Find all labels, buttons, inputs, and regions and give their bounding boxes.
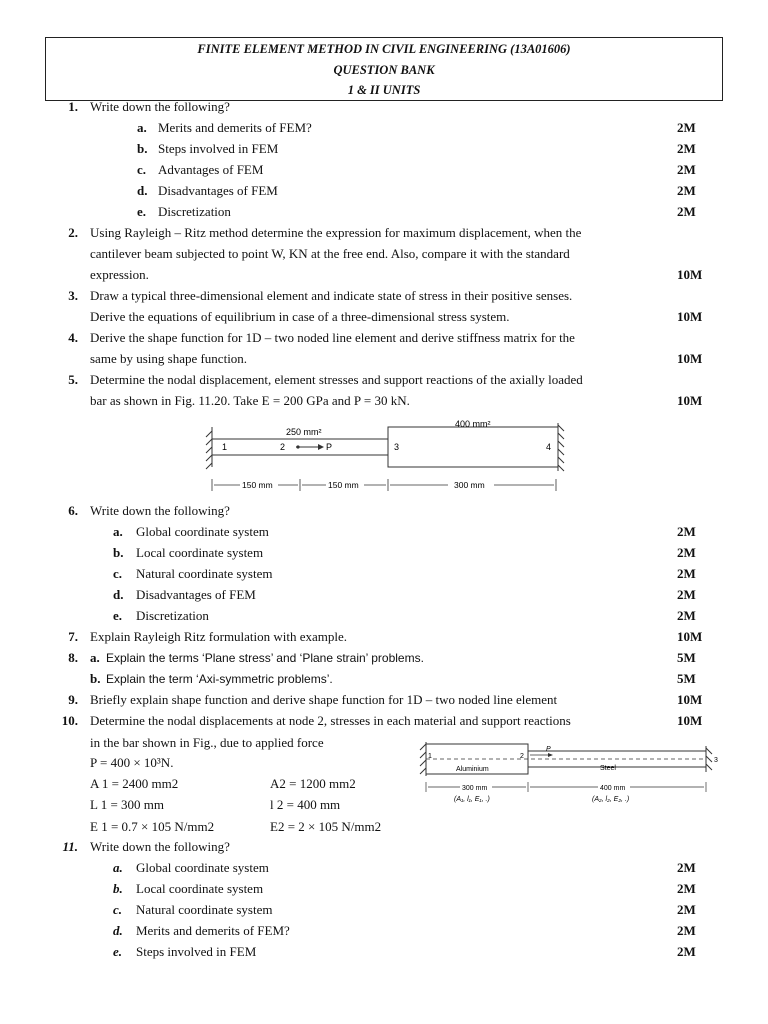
q1-item-e-marks: 2M: [677, 204, 696, 219]
q10-modulus-1: E 1 = 0.7 × 105 N/mm2: [90, 819, 215, 834]
q8-b-text: Explain the term ‘Axi-symmetric problems’.: [106, 672, 333, 686]
q6-item-c-text: Natural coordinate system: [136, 566, 273, 581]
q3-line-2: Derive the equations of equilibrium in case of a three-dimensional stress system.: [90, 309, 510, 324]
right-wall-support: [706, 746, 712, 772]
q11-item-c-text: Natural coordinate system: [136, 902, 273, 917]
load-arrow-head: [548, 753, 553, 757]
node-2-marker: [296, 445, 299, 448]
q1-text: Write down the following?: [90, 99, 230, 114]
area-label-2: 400 mm²: [455, 419, 491, 429]
q7-marks: 10M: [677, 629, 703, 644]
q1-item-b-label: b.: [137, 141, 148, 156]
q11-item-b-text: Local coordinate system: [136, 881, 264, 896]
load-label: P: [546, 746, 551, 753]
q6-item-e-marks: 2M: [677, 608, 696, 623]
node-1-label: 1: [222, 442, 228, 452]
figure-2-composite-bar: [412, 738, 722, 808]
q6-item-b-marks: 2M: [677, 545, 696, 560]
q10-line-1: Determine the nodal displacements at node 2, stresses in each material and support reactions: [90, 713, 571, 728]
q11-item-a-marks: 2M: [677, 860, 696, 875]
dim-label-2: 400 mm: [600, 785, 626, 792]
node-2-label: 2: [520, 753, 524, 760]
q9-marks: 10M: [677, 692, 703, 707]
q11-item-c-label: c.: [113, 902, 123, 917]
q6-item-a-label: a.: [113, 524, 123, 539]
q9-text: Briefly explain shape function and derive shape function for 1D – two noded line element: [90, 692, 558, 707]
q10-force: P = 400 × 10³N.: [90, 755, 174, 770]
q6-item-a-marks: 2M: [677, 524, 696, 539]
q4-line-1: Derive the shape function for 1D – two noded line element and derive stiffness matrix for the: [90, 330, 575, 345]
q8-a-text: Explain the terms ‘Plane stress’ and ‘Plane strain’ problems.: [106, 651, 424, 665]
q6-number: 6.: [68, 503, 78, 518]
q11-item-d-text: Merits and demerits of FEM?: [136, 923, 290, 938]
q11-item-c-marks: 2M: [677, 902, 696, 917]
property-label-1: (A₁, l₁, E₁, .): [454, 796, 490, 803]
q5-line-2: bar as shown in Fig. 11.20. Take E = 200 GPa and P = 30 kN.: [90, 393, 410, 408]
q9-number: 9.: [68, 692, 78, 707]
q10-line-2: in the bar shown in Fig., due to applied force: [90, 735, 324, 750]
q1-item-b-text: Steps involved in FEM: [158, 141, 279, 156]
figure-1-bar-diagram: [200, 415, 580, 497]
property-label-2: (A₂, l₂, E₂, .): [592, 796, 630, 803]
q10-length-1: L 1 = 300 mm: [90, 797, 165, 812]
q6-item-b-label: b.: [113, 545, 124, 560]
q8-b-label: b.: [90, 671, 101, 686]
q2-line-3: expression.: [90, 267, 149, 282]
q6-item-c-marks: 2M: [677, 566, 696, 581]
q11-item-a-text: Global coordinate system: [136, 860, 269, 875]
q11-item-e-marks: 2M: [677, 944, 696, 959]
q10-area-1: A 1 = 2400 mm2: [90, 776, 179, 791]
q1-item-e-text: Discretization: [158, 204, 231, 219]
q10-modulus-2: E2 = 2 × 105 N/mm2: [270, 819, 382, 834]
document-title: QUESTION BANK: [333, 62, 435, 77]
aluminium-label: Aluminium: [456, 766, 489, 773]
load-label: P: [326, 442, 333, 452]
node-4-label: 4: [546, 442, 552, 452]
right-wall-support: [558, 423, 564, 471]
q8-number: 8.: [68, 650, 78, 665]
dim-label-1: 300 mm: [462, 785, 488, 792]
q6-item-c-label: c.: [113, 566, 123, 581]
node-3-label: 3: [394, 442, 400, 452]
q6-item-e-text: Discretization: [136, 608, 209, 623]
q6-item-b-text: Local coordinate system: [136, 545, 264, 560]
q6-item-a-text: Global coordinate system: [136, 524, 269, 539]
q2-number: 2.: [68, 225, 78, 240]
q8-a-marks: 5M: [677, 650, 696, 665]
q10-length-2: l 2 = 400 mm: [270, 797, 341, 812]
q8-a-label: a.: [90, 650, 100, 665]
dim-label-3: 300 mm: [454, 480, 485, 490]
q11-item-d-label: d.: [113, 923, 123, 938]
q6-item-e-label: e.: [113, 608, 123, 623]
q1-item-a-marks: 2M: [677, 120, 696, 135]
q11-item-b-label: b.: [113, 881, 123, 896]
q6-item-d-text: Disadvantages of FEM: [136, 587, 256, 602]
q1-item-c-text: Advantages of FEM: [158, 162, 264, 177]
q1-item-c-label: c.: [137, 162, 147, 177]
q1-item-d-label: d.: [137, 183, 148, 198]
node-3-label: 3: [714, 757, 718, 764]
q1-item-d-marks: 2M: [677, 183, 696, 198]
left-wall-support: [206, 427, 212, 469]
q4-number: 4.: [68, 330, 78, 345]
q6-text: Write down the following?: [90, 503, 230, 518]
q4-marks: 10M: [677, 351, 703, 366]
q5-number: 5.: [68, 372, 78, 387]
q11-item-e-text: Steps involved in FEM: [136, 944, 257, 959]
q4-line-2: same by using shape function.: [90, 351, 248, 366]
bar-segment-large: [388, 427, 558, 467]
q1-item-e-label: e.: [137, 204, 147, 219]
q1-item-c-marks: 2M: [677, 162, 696, 177]
course-title: FINITE ELEMENT METHOD IN CIVIL ENGINEERING (13A01606): [197, 42, 571, 56]
q10-number: 10.: [61, 713, 78, 728]
q2-line-1: Using Rayleigh – Ritz method determine the expression for maximum displacement, when the: [90, 225, 582, 240]
q2-marks: 10M: [677, 267, 703, 282]
q2-line-2: cantilever beam subjected to point W, KN at the free end. Also, compare it with the standard: [90, 246, 570, 261]
q1-item-d-text: Disadvantages of FEM: [158, 183, 278, 198]
q1-item-a-label: a.: [137, 120, 147, 135]
q1-item-b-marks: 2M: [677, 141, 696, 156]
q11-item-d-marks: 2M: [677, 923, 696, 938]
q7-number: 7.: [68, 629, 78, 644]
q7-text: Explain Rayleigh Ritz formulation with example.: [90, 629, 348, 644]
left-wall-support: [420, 742, 426, 776]
q8-b-marks: 5M: [677, 671, 696, 686]
q11-number: 11.: [62, 839, 78, 854]
header-box: [45, 37, 723, 101]
units-title: 1 & II UNITS: [347, 83, 421, 97]
dim-label-1: 150 mm: [242, 480, 273, 490]
q5-line-1: Determine the nodal displacement, element stresses and support reactions of the axially loaded: [90, 372, 583, 387]
area-label-1: 250 mm²: [286, 427, 322, 437]
node-2-label: 2: [280, 442, 286, 452]
q5-marks: 10M: [677, 393, 703, 408]
q6-item-d-marks: 2M: [677, 587, 696, 602]
q10-area-2: A2 = 1200 mm2: [270, 776, 356, 791]
load-arrow-head: [318, 444, 324, 450]
steel-label: Steel: [600, 765, 616, 772]
q11-item-e-label: e.: [113, 944, 123, 959]
q10-marks: 10M: [677, 713, 703, 728]
q11-item-a-label: a.: [113, 860, 123, 875]
q6-item-d-label: d.: [113, 587, 124, 602]
q1-number: 1.: [68, 99, 78, 114]
q1-item-a-text: Merits and demerits of FEM?: [158, 120, 312, 135]
dim-label-2: 150 mm: [328, 480, 359, 490]
q11-text: Write down the following?: [90, 839, 230, 854]
q3-marks: 10M: [677, 309, 703, 324]
q11-item-b-marks: 2M: [677, 881, 696, 896]
q3-line-1: Draw a typical three-dimensional element and indicate state of stress in their positive senses.: [90, 288, 573, 303]
node-1-label: 1: [428, 753, 432, 760]
q3-number: 3.: [68, 288, 78, 303]
